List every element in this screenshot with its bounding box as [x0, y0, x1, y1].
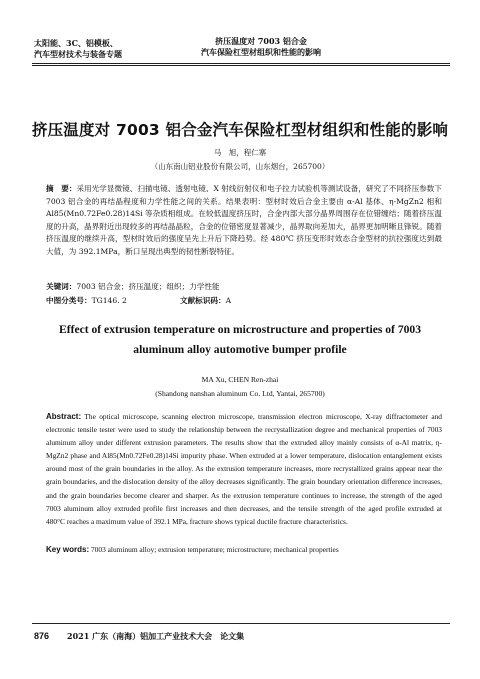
classification-line: [46, 295, 232, 306]
doc-code: [180, 295, 231, 306]
abstract-cn: [46, 183, 442, 259]
paper-title-en: Effect of extrusion temperature on microstructure and properties of 7003 aluminum alloy automotive bumper profile: [58, 323, 422, 356]
authors-cn: 马 旭，程仁寨: [213, 148, 267, 157]
running-header-left: [34, 38, 122, 60]
doc-value: A: [225, 296, 232, 305]
paper-title-cn: 挤压温度对 7003 铝合金汽车保险杠型材组织和性能的影响: [31, 121, 449, 139]
keywords-text-cn: 7003 铝合金；挤压温度；组织；力学性能: [76, 282, 220, 291]
page-number: 876: [34, 631, 50, 641]
running-header-right: [176, 36, 346, 58]
doc-label: 文献标识码：: [180, 296, 226, 305]
footer-rule: [32, 623, 450, 624]
abstract-en: [46, 410, 442, 528]
clc-value: TG146. 2: [91, 296, 127, 305]
keywords-label-cn: 关键词：: [46, 282, 77, 291]
header-left-line2: 汽车型材技术与装备专题: [34, 49, 122, 59]
header-right-line1: 挤压温度对 7003 铝合金: [215, 36, 307, 46]
affiliation-cn: （山东南山铝业股份有限公司，山东烟台，265700）: [150, 162, 330, 171]
abstract-text-cn: 采用光学显微镜、扫描电镜、透射电镜、X 射线衍射仪和电子拉力试验机等测试设备，研究了不同挤压参数下 7003 铝合金的再结晶程度和力学性能之间的关系。结果表明：型材时效后合金主要由 α-Al 基体、η-MgZn2 相和 Al85(Mn0.72Fe0.28)14Si 等杂质相组成。在较低温度挤压时，合金内部大部分晶界周围存在位错缠结；随着挤压温度的升高，晶界附近出现较多的再结晶晶粒，合金的位错密度显著减少，晶界取向差加大，晶界更加明晰且锋锐。随着挤压温度的继续升高，型材时效后的强度呈先上升后下降趋势。经 480℃ 挤压变形时效态合金型材的抗拉强度达到最大值，为 392.1MPa，断口呈现出典型的韧性断裂特征。: [46, 184, 442, 256]
keywords-cn: [46, 281, 220, 292]
abstract-label-en: Abstract:: [46, 412, 82, 421]
clc-label: 中图分类号：: [46, 296, 92, 305]
keywords-text-en: 7003 aluminum alloy; extrusion temperature; microstructure; mechanical properties: [90, 545, 339, 554]
abstract-label-cn: 摘 要：: [46, 184, 77, 193]
abstract-text-en: The optical microscope, scanning electron microscope, transmission electron microscope, X-ray diffractometer and electronic tensile tester were used to study the relationship between the recrystallization degree and mechanical properties of 7003 aluminum alloy under different extrusion parameters. The results show that the extruded alloy mainly consists of α-Al matrix, η-MgZn2 phase and Al85(Mn0.72Fe0.28)14Si impurity phase. When extruded at a lower temperature, dislocation entanglement exists around most of the grain boundaries in the alloy. As the extrusion temperature increases, more recrystallized grains appear near the grain boundaries, and the dislocation density of the alloy decreases significantly. The grain boundary orientation difference increases, and the grain boundaries become clearer and sharper. As the extrusion temperature continues to increase, the strength of the aged 7003 aluminum alloy extruded profile first increases and then decreases, and the tensile strength of the aged profile extruded at 480°C reaches a maximum value of 392.1 MPa, fracture shows typical ductile fracture characteristics.: [46, 412, 442, 526]
affiliation-en: (Shandong nanshan aluminum Co. Ltd, Yantai, 265700): [155, 389, 325, 398]
header-left-line1: 太阳能、3C、铝模板、: [34, 38, 118, 48]
keywords-label-en: Key words:: [46, 545, 90, 554]
header-rule-bottom: [32, 65, 450, 66]
page-footer: [34, 631, 244, 642]
authors-en: MA Xu, CHEN Ren-zhai: [201, 375, 279, 384]
header-right-line2: 汽车保险杠型材组织和性能的影响: [201, 47, 321, 57]
conference-name: 2021 广东（南海）铝加工产业技术大会 论文集: [67, 631, 245, 641]
header-rule-top: [32, 63, 450, 64]
keywords-en: [46, 545, 339, 554]
